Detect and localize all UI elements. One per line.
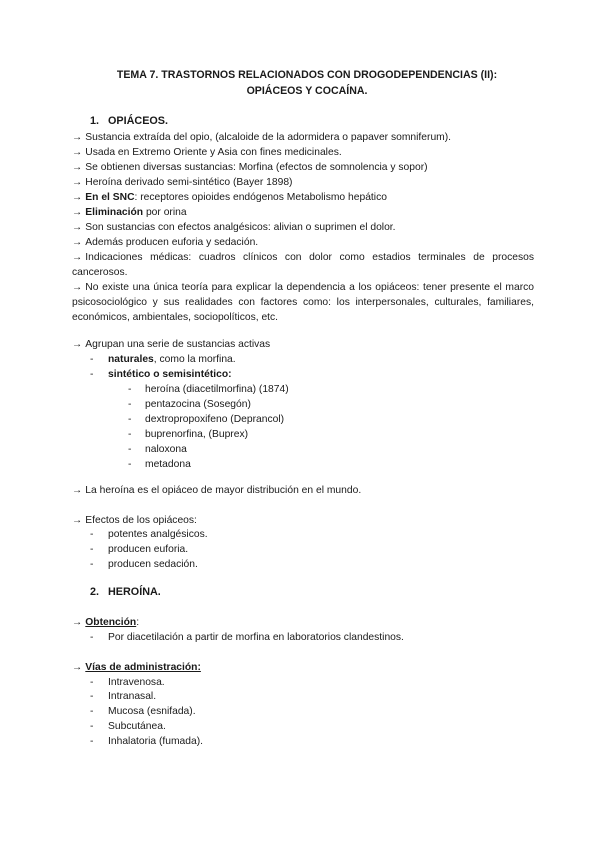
point-eliminacion: → Eliminación por orina	[72, 207, 187, 218]
eliminacion-label: Eliminación	[85, 207, 144, 218]
arrow-icon: →	[72, 147, 83, 158]
point-indicaciones: → Indicaciones médicas: cuadros clínicos con dolor como estadios terminales de procesos cancerosos.	[72, 252, 534, 278]
arrow-icon: →	[72, 339, 83, 350]
point-opio: → Sustancia extraída del opio, (alcaloide de la adormidera o papaver somniferum).	[72, 132, 452, 143]
list-item: - Mucosa (esnifada).	[90, 706, 196, 717]
point-heroina-distribucion: → La heroína es el opiáceo de mayor distribución en el mundo.	[72, 485, 362, 496]
list-item: - Intranasal.	[90, 691, 157, 702]
section-2-heading	[90, 585, 161, 600]
snc-label: En el SNC	[85, 192, 135, 203]
list-item: - buprenorfina, (Buprex)	[128, 429, 249, 440]
section-1-heading	[90, 114, 168, 129]
arrow-icon: →	[72, 252, 83, 263]
list-item: - naloxona	[128, 444, 187, 455]
list-item: - producen euforia.	[90, 544, 189, 555]
arrow-icon: →	[72, 282, 83, 293]
point-teoria: → No existe una única teoría para explicar la dependencia a los opiáceos: tener presente el marco psicosociológico y sus realidades con factores como: los interpersonales, culturales, familiares, económicos, ambientales, sociopolíticos, etc.	[72, 282, 534, 323]
arrow-icon: →	[72, 222, 83, 233]
arrow-icon: →	[72, 177, 83, 188]
list-item: - pentazocina (Sosegón)	[128, 399, 251, 410]
list-item: - Inhalatoria (fumada).	[90, 736, 204, 747]
point-analgesicos: → Son sustancias con efectos analgésicos: alivian o suprimen el dolor.	[72, 222, 396, 233]
list-item: - Intravenosa.	[90, 677, 165, 688]
point-extremo-oriente: → Usada en Extremo Oriente y Asia con fines medicinales.	[72, 147, 342, 158]
list-item-naturales: - naturales, como la morfina.	[90, 354, 236, 365]
list-item: - Por diacetilación a partir de morfina en laboratorios clandestinos.	[90, 632, 404, 643]
point-agrupan: → Agrupan una serie de sustancias activas	[72, 339, 271, 350]
arrow-icon: →	[72, 207, 83, 218]
arrow-icon: →	[72, 662, 83, 673]
point-heroina-derivado: → Heroína derivado semi-sintético (Bayer 1898)	[72, 177, 293, 188]
arrow-icon: →	[72, 192, 83, 203]
arrow-icon: →	[72, 237, 83, 248]
arrow-icon: →	[72, 485, 83, 496]
point-euforia: → Además producen euforia y sedación.	[72, 237, 259, 248]
sinteticos-label: sintético o semisintético:	[108, 369, 232, 380]
document-title-line-1: TEMA 7. TRASTORNOS RELACIONADOS CON DROGODEPENDENCIAS (II):	[116, 69, 498, 81]
list-item: - heroína (diacetilmorfina) (1874)	[128, 384, 289, 395]
list-item: - producen sedación.	[90, 559, 198, 570]
list-item: - metadona	[128, 459, 191, 470]
point-obtencion: → Obtención:	[72, 617, 140, 628]
section-2-title: HEROÍNA.	[108, 586, 161, 598]
section-2-number: 2.	[90, 586, 100, 598]
list-item-sinteticos: - sintético o semisintético:	[90, 369, 232, 380]
point-efectos: → Efectos de los opiáceos:	[72, 515, 197, 526]
section-1-number: 1.	[90, 115, 100, 127]
naturales-label: naturales	[108, 354, 154, 365]
list-item: - dextropropoxifeno (Deprancol)	[128, 414, 285, 425]
vias-label: Vías de administración:	[85, 662, 201, 673]
obtencion-label: Obtención	[85, 617, 137, 628]
arrow-icon: →	[72, 132, 83, 143]
point-vias-administracion	[72, 660, 201, 675]
point-snc: → En el SNC: receptores opioides endógenos Metabolismo hepático	[72, 192, 387, 203]
arrow-icon: →	[72, 515, 83, 526]
list-item: - Subcutánea.	[90, 721, 166, 732]
arrow-icon: →	[72, 162, 83, 173]
point-sustancias: → Se obtienen diversas sustancias: Morfina (efectos de somnolencia y sopor)	[72, 162, 428, 173]
arrow-icon: →	[72, 617, 83, 628]
document-title-line-2: OPIÁCEOS Y COCAÍNA.	[246, 85, 368, 97]
section-1-title: OPIÁCEOS.	[108, 115, 168, 127]
list-item: - potentes analgésicos.	[90, 529, 208, 540]
